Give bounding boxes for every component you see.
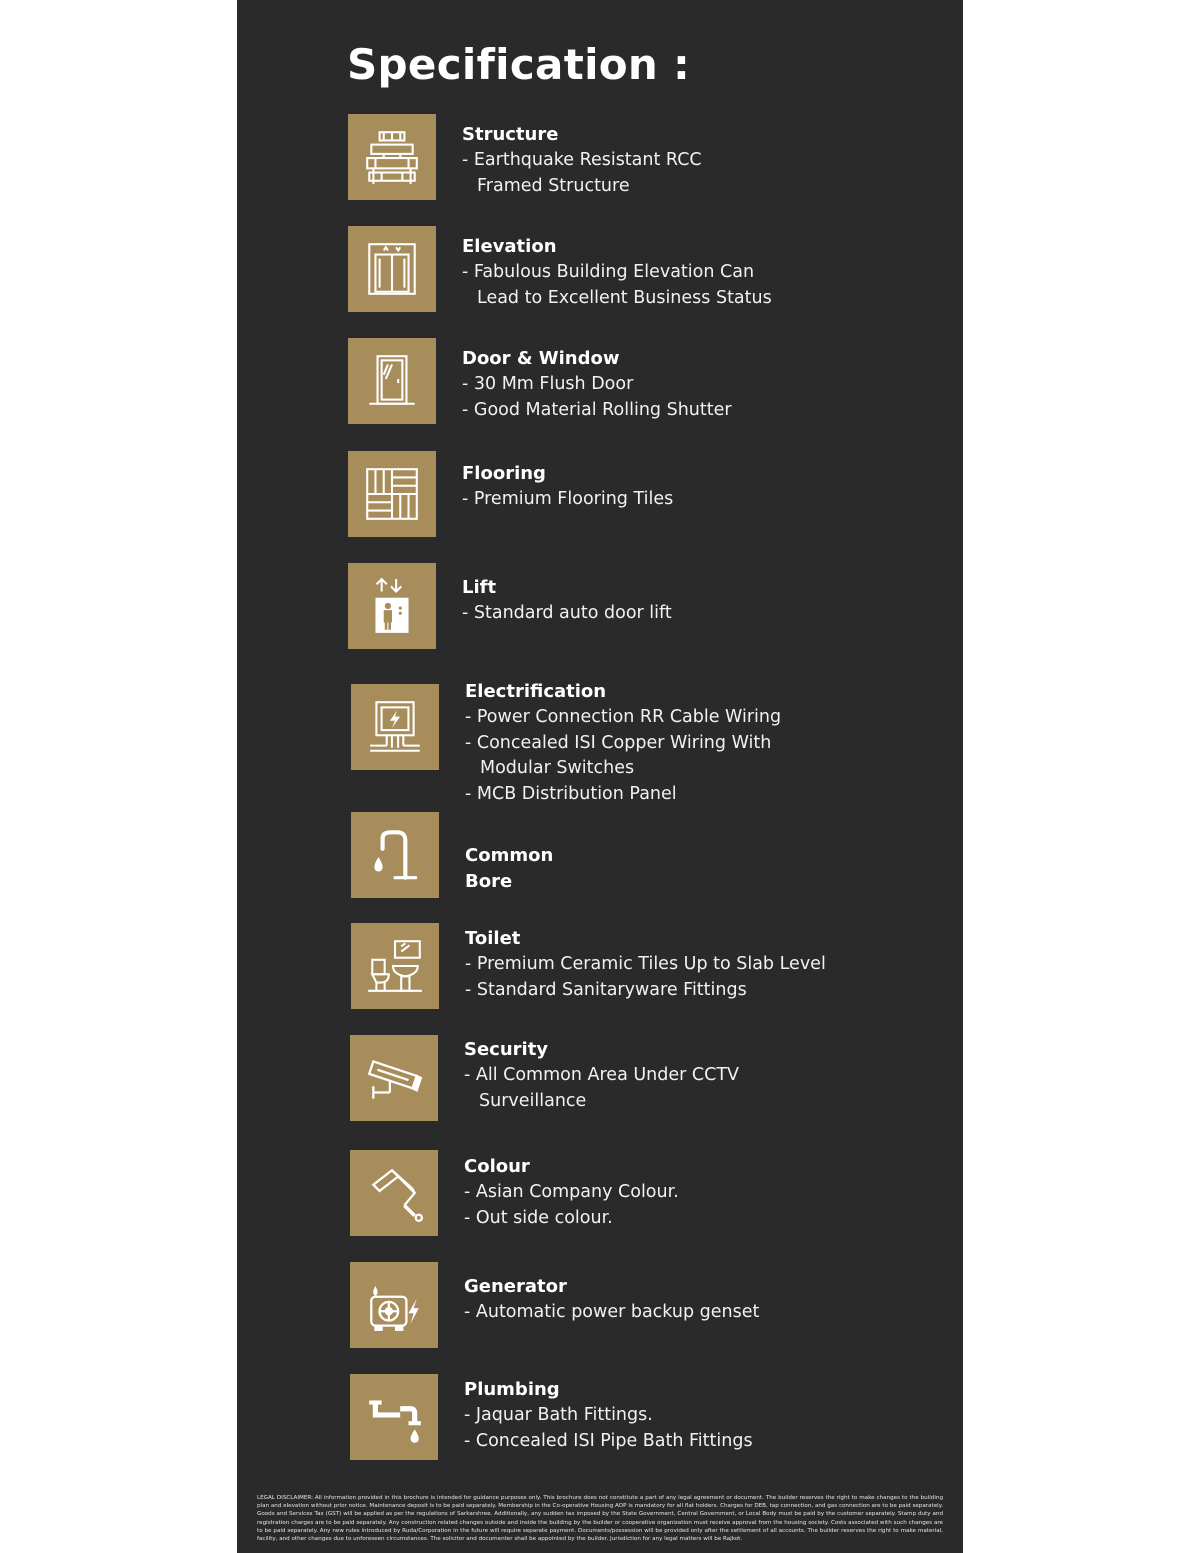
spec-line: Lead to Excellent Business Status xyxy=(477,287,772,308)
spec-heading: Toilet xyxy=(465,928,521,949)
elevation-tile xyxy=(348,226,436,312)
spec-heading: Elevation xyxy=(462,236,557,257)
plumbing-tile xyxy=(350,1374,438,1460)
electric-panel-icon xyxy=(364,696,426,758)
specification-panel xyxy=(237,0,963,1553)
spec-heading: Flooring xyxy=(462,463,546,484)
spec-heading: Security xyxy=(464,1039,549,1060)
spec-heading: Door & Window xyxy=(462,348,620,369)
spec-line: - Premium Ceramic Tiles Up to Slab Level xyxy=(465,954,826,974)
spec-text xyxy=(462,575,672,627)
spec-text xyxy=(464,1274,759,1326)
security-tile xyxy=(350,1035,438,1121)
door-icon xyxy=(361,350,423,412)
legal-disclaimer: LEGAL DISCLAIMER: All information provided in this brochure is intended for guidance purposes only. This brochure does not constitute a part of any legal agreement or document. The builder reserves the right to make changes to the building plan and elevation without prior notice. Maintenance deposit is to be paid separately. Membership in the Co-operative Housing AOP is mandatory for all flat holders. Charges for DEB, tap connection, and gas connection are to be paid separately. Goods and Services Tax (GST) will be applied as per the regulations of Sarkarshree. Additionally, any sudden tax imposed by the State Government, Central Government, or Local Body must be paid by the customer separately. Stamp duty and registration charges are to be paid separately. Any construction related changes outside and inside the building by the builder or cooperative organization must receive approval from the housing society. Costs associated with such changes are to be paid separately. Any new rules introduced by Ruda/Corporation in the future will require separate payment. Documents/possession will be provided only after the settlement of all accounts. The builder reserves the right to make material, facility, and other changes due to unforeseen circumstances. The solicitor and documenter shall be appointed by the builder. Jurisdiction for any legal matters will be Rajkot. xyxy=(257,1495,943,1543)
cctv-camera-icon xyxy=(363,1047,425,1109)
flooring-tile xyxy=(348,451,436,537)
spec-text xyxy=(462,122,702,199)
spec-line: Surveillance xyxy=(479,1090,587,1111)
spec-line: - Concealed ISI Pipe Bath Fittings xyxy=(464,1430,753,1451)
spec-line: - Fabulous Building Elevation Can xyxy=(462,262,755,282)
spec-line: - 30 Mm Flush Door xyxy=(462,374,634,394)
spec-line: - Good Material Rolling Shutter xyxy=(462,399,732,420)
spec-line: - Earthquake Resistant RCC xyxy=(462,150,702,170)
spec-line: - Out side colour. xyxy=(464,1207,613,1228)
spec-line: - All Common Area Under CCTV xyxy=(464,1065,739,1085)
common-bore-tile xyxy=(351,812,439,898)
spec-line: - Premium Flooring Tiles xyxy=(462,489,674,509)
floor-tiles-icon xyxy=(361,463,423,525)
spec-heading: Structure xyxy=(462,124,559,145)
electrification-tile xyxy=(351,684,439,770)
spec-line: - Asian Company Colour. xyxy=(464,1182,679,1202)
elevator-doors-icon xyxy=(361,238,423,300)
spec-line: - MCB Distribution Panel xyxy=(465,783,677,804)
spec-text xyxy=(462,461,673,513)
colour-tile xyxy=(350,1150,438,1236)
toilet-tile xyxy=(351,923,439,1009)
page-title: Specification : xyxy=(347,40,691,89)
lift-icon xyxy=(361,575,423,637)
spec-text xyxy=(464,1037,739,1114)
spec-line: - Standard auto door lift xyxy=(462,603,672,623)
spec-text xyxy=(465,926,826,1003)
pipe-faucet-icon xyxy=(363,1386,425,1448)
spec-heading: Common Bore xyxy=(465,845,554,892)
spec-line: - Concealed ISI Copper Wiring With xyxy=(465,732,772,753)
scaffold-structure-icon xyxy=(361,126,423,188)
spec-heading: Colour xyxy=(464,1156,530,1177)
spec-text xyxy=(465,843,553,895)
paint-roller-icon xyxy=(363,1162,425,1224)
structure-tile xyxy=(348,114,436,200)
spec-line: Modular Switches xyxy=(480,758,635,778)
spec-text xyxy=(464,1154,679,1231)
toilet-icon xyxy=(364,935,426,997)
spec-text xyxy=(462,346,732,423)
door-window-tile xyxy=(348,338,436,424)
spec-line: - Jaquar Bath Fittings. xyxy=(464,1405,653,1425)
spec-line: Framed Structure xyxy=(477,175,630,196)
lift-tile xyxy=(348,563,436,649)
generator-icon xyxy=(363,1274,425,1336)
spec-text xyxy=(464,1377,753,1454)
generator-tile xyxy=(350,1262,438,1348)
spec-heading: Generator xyxy=(464,1276,567,1297)
spec-heading: Electrification xyxy=(465,681,607,702)
spec-heading: Plumbing xyxy=(464,1379,560,1400)
spec-line: - Power Connection RR Cable Wiring xyxy=(465,707,782,727)
spec-text xyxy=(462,234,772,311)
water-tap-icon xyxy=(364,824,426,886)
spec-text xyxy=(465,679,781,807)
spec-heading: Lift xyxy=(462,577,497,598)
spec-line: - Standard Sanitaryware Fittings xyxy=(465,979,747,1000)
spec-line: - Automatic power backup genset xyxy=(464,1302,760,1322)
